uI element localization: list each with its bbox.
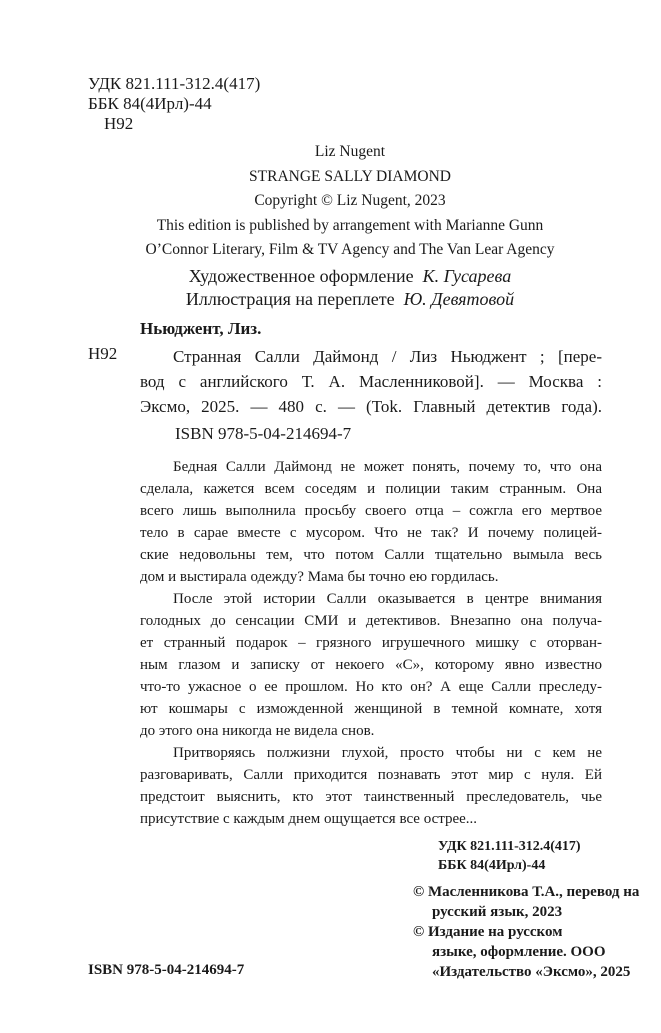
original-author: Liz Nugent (314, 143, 386, 160)
annotation-line: сделала, кажется всем соседям и полиции таким странным. Она (140, 481, 602, 497)
annotation-line: что-то ужасное о ее прошлом. Но кто он? А еще Салли преследу- (140, 679, 602, 695)
annotation-line: После этой истории Салли оказывается в центре внимания (173, 591, 602, 607)
art-name: К. Гусарева (422, 266, 512, 286)
copyright-line: русский язык, 2023 (432, 904, 563, 920)
bbk-code: ББК 84(4Ирл)-44 (88, 94, 212, 113)
isbn: ISBN 978-5-04-214694-7 (175, 424, 352, 443)
annotation-line: предстоит выяснить, кто этот таинственный преследователь, чье (140, 789, 602, 805)
edition-note-line: O’Connor Literary, Film & TV Agency and The Van Lear Agency (145, 241, 555, 258)
annotation-line: разговаривать, Салли приходится познавать этот мир с нуля. Ей (140, 767, 602, 783)
annotation-paragraph (140, 742, 602, 830)
annotation-line: ным глазом и записку от некоего «С», которому явно известно (140, 657, 602, 673)
annotation-line: тело в сарае вместе с мусором. Что не так? И почему полицей- (140, 525, 602, 541)
annotation-line: Бедная Салли Даймонд не может понять, почему то, что она (173, 459, 602, 475)
copyright-line: © Масленникова Т.А., перевод на (413, 884, 640, 900)
author-mark: Н92 (104, 114, 134, 133)
annotation-line: дом и выстирала одежду? Мама бы точно ею гордилась. (140, 569, 499, 585)
copyright-line: языке, оформление. ООО (432, 944, 606, 960)
annotation-paragraph (140, 588, 602, 742)
edition-note-line: This edition is published by arrangement with Marianne Gunn (156, 216, 544, 234)
annotation-line: присутствие с каждым днем ощущается все острее... (140, 811, 478, 827)
copyright-line: © Издание на русском (413, 924, 563, 940)
original-title: STRANGE SALLY DIAMOND (249, 167, 451, 185)
annotation-line: ет странный подарок – грязного игрушечного мишку с оторван- (140, 635, 602, 651)
bottom-codes (438, 837, 581, 875)
catalog-author-mark: Н92 (88, 344, 118, 363)
biblio-line: Эксмо, 2025. — 480 с. — (Tok. Главный детектив года). (140, 397, 602, 416)
annotation-paragraph (140, 456, 602, 588)
original-credits (100, 140, 600, 263)
udk-code: УДК 821.111-312.4(417) (88, 74, 261, 93)
bibliographic-record (140, 344, 602, 419)
catalog-author: Ньюджент, Лиз. (140, 319, 262, 338)
biblio-line: Странная Салли Даймонд / Лиз Ньюджент ; [пере- (173, 347, 602, 366)
annotation-line: ские недовольны тем, что потом Салли тщательно вымыла весь (140, 547, 602, 563)
biblio-line: вод с английского Т. А. Масленниковой]. — Москва : (140, 372, 602, 391)
annotation-line: Притворяясь полжизни глухой, просто чтобы ни с кем не (173, 745, 602, 761)
copyright-notices (413, 882, 639, 982)
art-label: Художественное оформление (188, 266, 414, 286)
annotation-line: ют кошмары с изможденной женщиной в темной комнате, хотя (140, 701, 602, 717)
design-credits (100, 265, 600, 311)
original-copyright: Copyright © Liz Nugent, 2023 (254, 192, 446, 209)
illustration-label: Иллюстрация на переплете (185, 289, 395, 309)
annotation-line: до этого она никогда не видела снов. (140, 723, 375, 739)
copyright-line: «Издательство «Эксмо», 2025 (432, 964, 631, 980)
illustration-name: Ю. Девятовой (403, 289, 515, 309)
isbn-bottom: ISBN 978-5-04-214694-7 (88, 962, 245, 978)
annotation (140, 456, 602, 830)
udk-code: УДК 821.111-312.4(417) (438, 839, 581, 854)
annotation-line: голодных до сенсации СМИ и детективов. Внезапно она получа- (140, 613, 602, 629)
annotation-line: всего лишь выполнила просьбу своего отца – сожгла его мертвое (140, 503, 602, 519)
bbk-code: ББК 84(4Ирл)-44 (438, 858, 546, 873)
classification-codes (88, 74, 260, 134)
